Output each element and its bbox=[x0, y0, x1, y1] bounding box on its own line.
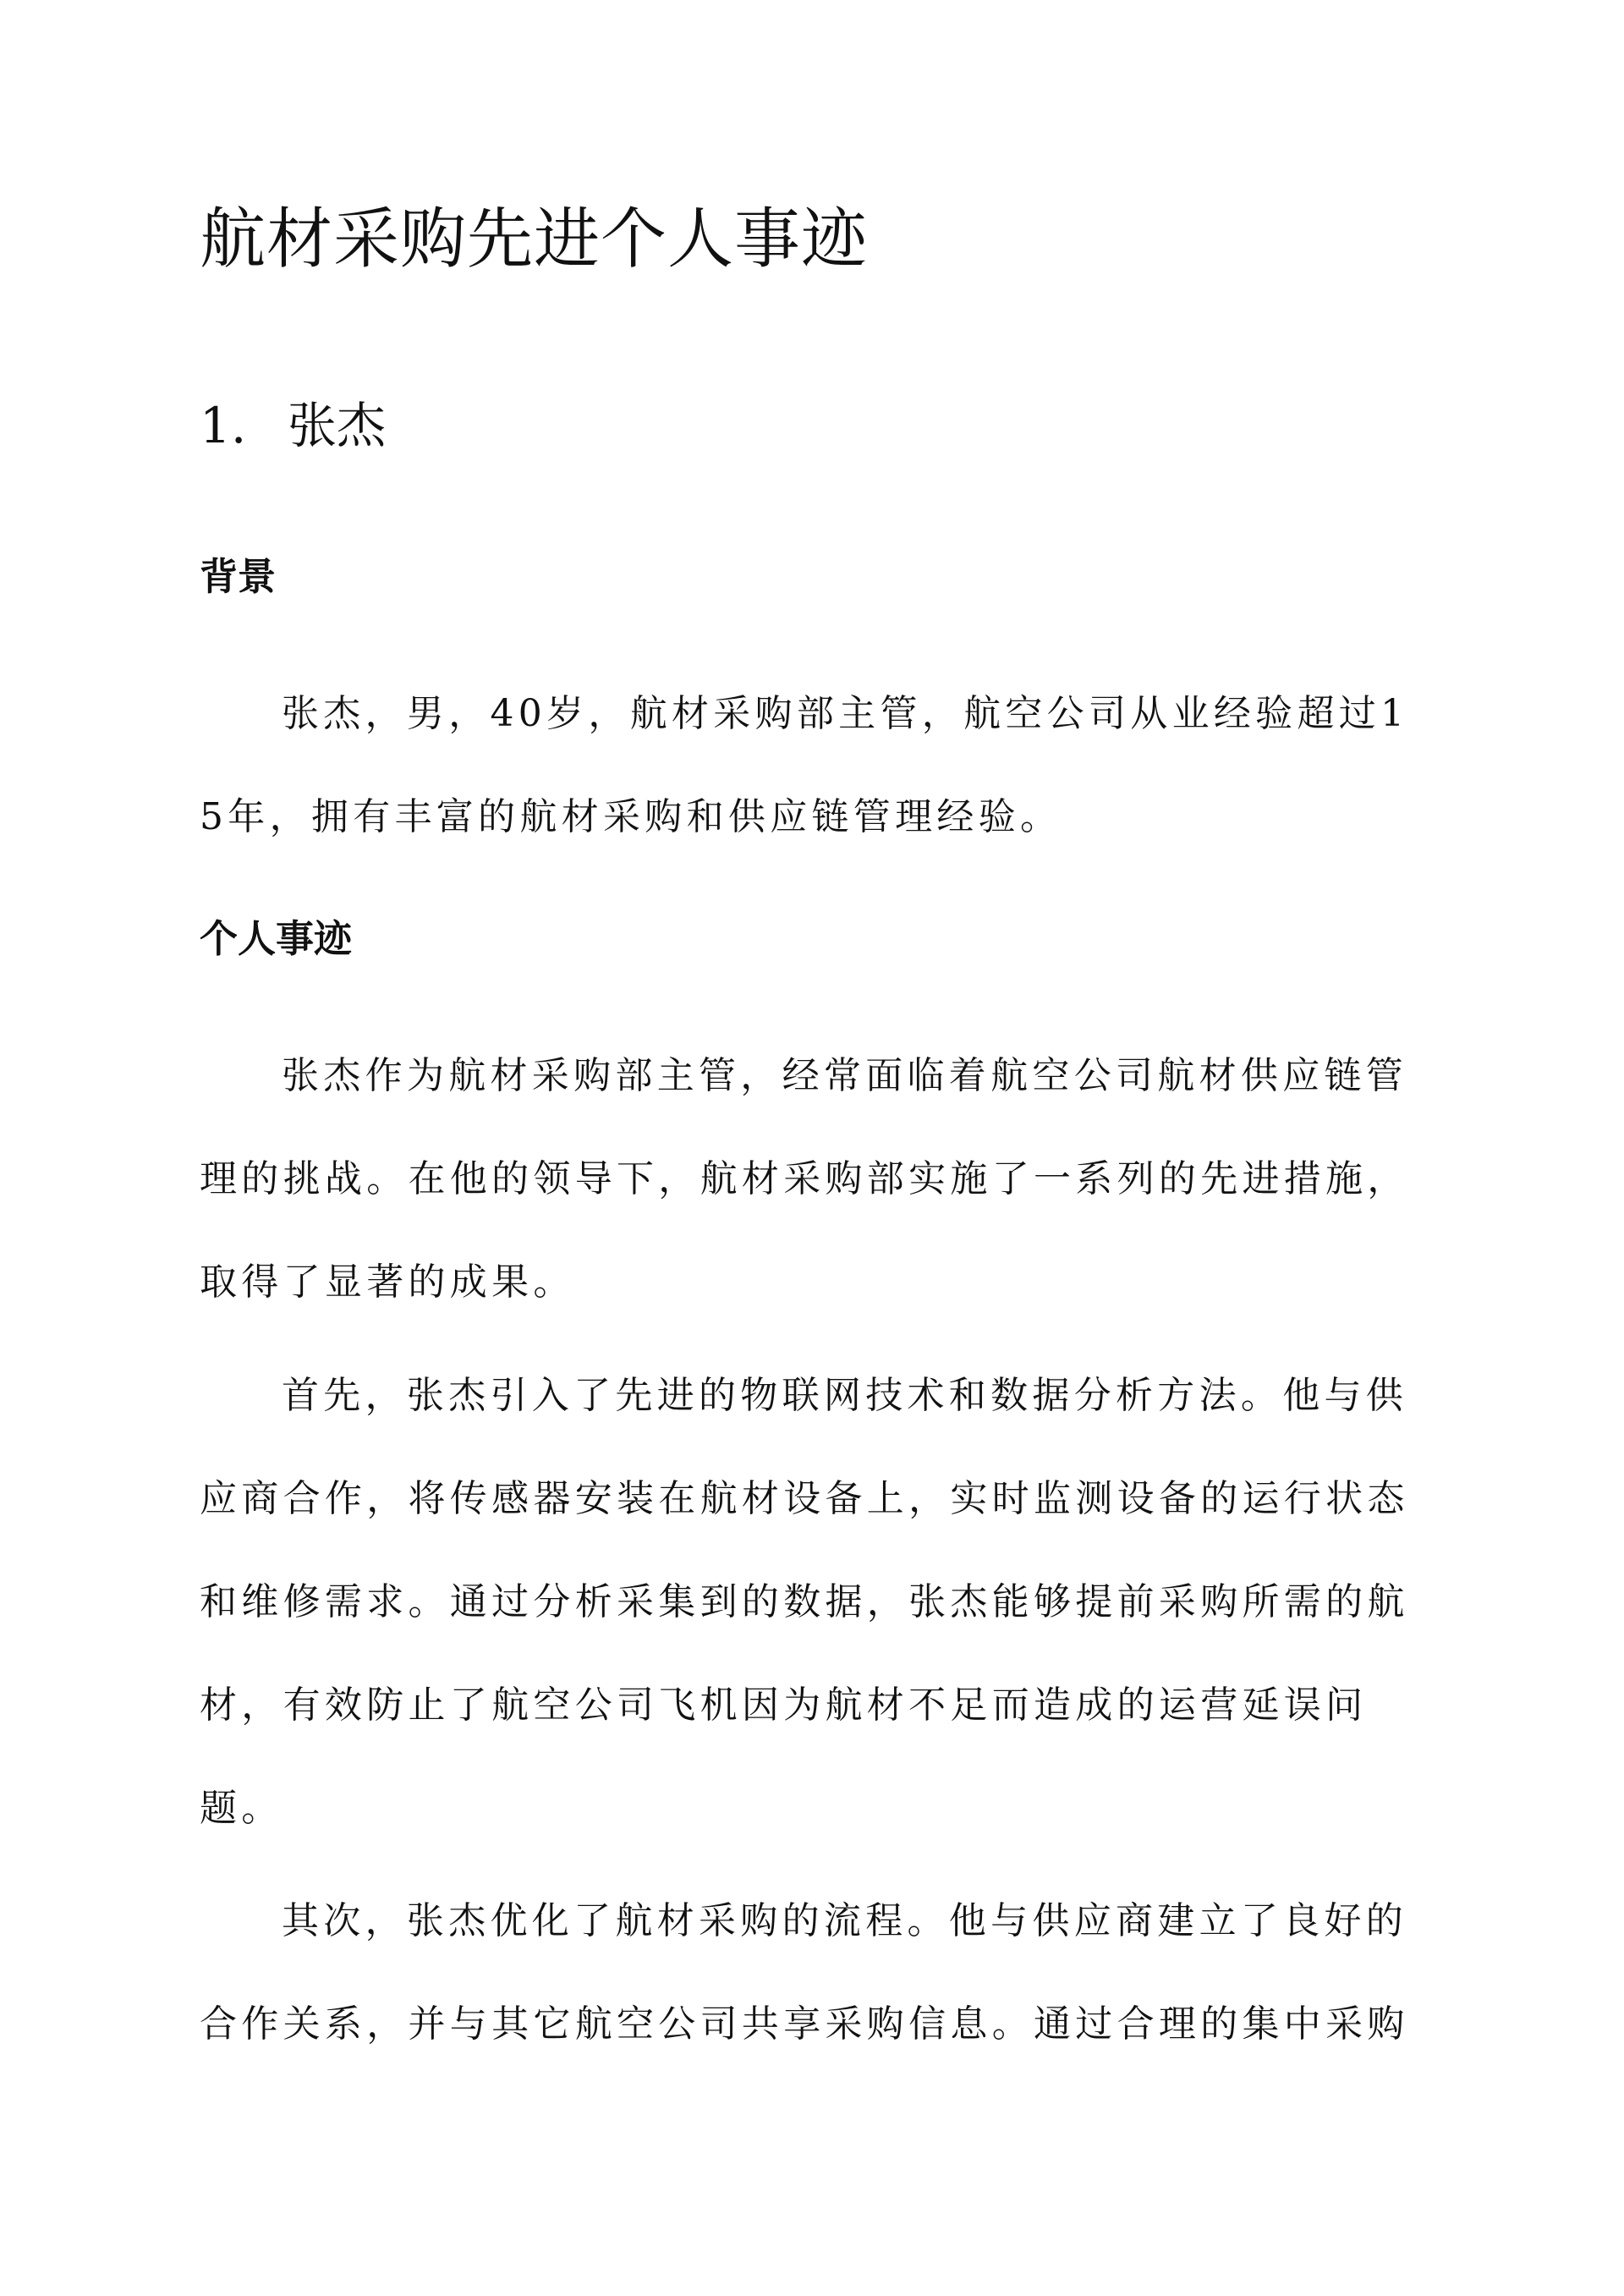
section-name: 张杰 bbox=[288, 397, 387, 454]
paragraph-background: 张杰，男，40岁，航材采购部主管，航空公司从业经验超过15年，拥有丰富的航材采购和供应链管理经验。 bbox=[200, 692, 1409, 838]
section-number: 1. bbox=[200, 397, 247, 454]
section-heading bbox=[200, 387, 386, 464]
paragraph-deeds-second: 其次，张杰优化了航材采购的流程。他与供应商建立了良好的合作关系，并与其它航空公司共享采购信息。通过合理的集中采购 bbox=[200, 1899, 1409, 2046]
subheading-background: 背景 bbox=[200, 554, 277, 599]
paragraph-deeds-intro: 张杰作为航材采购部主管，经常面临着航空公司航材供应链管理的挑战。在他的领导下，航材采购部实施了一系列的先进措施，取得了显著的成果。 bbox=[200, 1054, 1409, 1304]
paragraph-deeds-first: 首先，张杰引入了先进的物联网技术和数据分析方法。他与供应商合作，将传感器安装在航材设备上，实时监测设备的运行状态和维修需求。通过分析采集到的数据，张杰能够提前采购所需的航材，有效防止了航空公司飞机因为航材不足而造成的运营延误问题。 bbox=[200, 1374, 1409, 1830]
subheading-deeds: 个人事迹 bbox=[200, 916, 353, 961]
document-title: 航材采购先进个人事迹 bbox=[200, 201, 869, 277]
